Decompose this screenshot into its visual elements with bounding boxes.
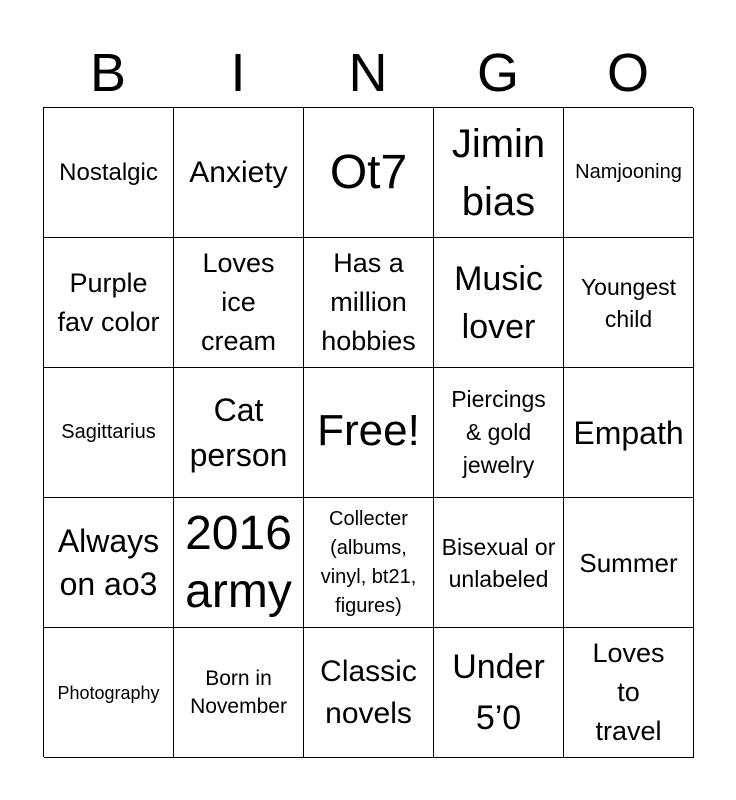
cell-text: Photography bbox=[57, 682, 160, 703]
bingo-cell[interactable] bbox=[434, 628, 564, 758]
bingo-cell[interactable] bbox=[434, 108, 564, 238]
cell-text: Namjooning bbox=[575, 161, 682, 183]
bingo-cell[interactable] bbox=[304, 238, 434, 368]
cell-text: Has a million hobbies bbox=[321, 248, 416, 356]
cell-text: Purple fav color bbox=[57, 267, 160, 337]
cell-text: Youngest child bbox=[580, 273, 677, 332]
cell-text: Bisexual or unlabeled bbox=[441, 533, 556, 592]
cell-text: Nostalgic bbox=[59, 159, 158, 186]
bingo-cell[interactable] bbox=[564, 108, 694, 238]
cell-text: Born in November bbox=[190, 666, 287, 718]
bingo-cell[interactable] bbox=[44, 238, 174, 368]
header-letter-n: N bbox=[348, 43, 388, 103]
bingo-cell[interactable] bbox=[44, 498, 174, 628]
bingo-cell[interactable] bbox=[564, 368, 694, 498]
header-letter-g: G bbox=[476, 43, 519, 103]
bingo-board bbox=[43, 107, 693, 757]
bingo-cell[interactable] bbox=[304, 628, 434, 758]
bingo-cell[interactable] bbox=[174, 498, 304, 628]
bingo-cell[interactable] bbox=[44, 368, 174, 498]
bingo-cell[interactable] bbox=[174, 108, 304, 238]
header-letter-b: B bbox=[89, 43, 127, 103]
cell-text: Summer bbox=[579, 547, 678, 578]
cell-text: Empath bbox=[573, 414, 684, 451]
cell-text: Under 5’0 bbox=[452, 647, 545, 737]
cell-text: Loves to travel bbox=[592, 638, 665, 746]
cell-text: Free! bbox=[317, 405, 420, 455]
bingo-cell[interactable] bbox=[564, 238, 694, 368]
cell-text: Collecter (albums, vinyl, bt21, figures) bbox=[320, 507, 417, 617]
bingo-cell[interactable] bbox=[564, 498, 694, 628]
bingo-cell[interactable] bbox=[174, 368, 304, 498]
bingo-cell[interactable] bbox=[434, 238, 564, 368]
bingo-cell[interactable] bbox=[434, 368, 564, 498]
bingo-cell[interactable] bbox=[174, 238, 304, 368]
bingo-cell[interactable] bbox=[44, 108, 174, 238]
bingo-cell[interactable] bbox=[44, 628, 174, 758]
bingo-cell[interactable] bbox=[304, 108, 434, 238]
cell-text: Piercings & gold jewelry bbox=[451, 386, 546, 478]
bingo-cell[interactable] bbox=[304, 498, 434, 628]
cell-text: Sagittarius bbox=[61, 421, 156, 443]
bingo-cell[interactable] bbox=[174, 628, 304, 758]
cell-text: Ot7 bbox=[329, 145, 408, 199]
header-letter-i: I bbox=[230, 43, 246, 103]
bingo-cell[interactable] bbox=[434, 498, 564, 628]
cell-text: Always on ao3 bbox=[57, 522, 160, 602]
cell-text: 2016 army bbox=[185, 506, 292, 618]
bingo-cell[interactable] bbox=[304, 368, 434, 498]
cell-text: Loves ice cream bbox=[200, 248, 276, 356]
bingo-header bbox=[43, 40, 693, 106]
header-letter-o: O bbox=[606, 43, 649, 103]
cell-text: Jimin bias bbox=[451, 121, 546, 224]
cell-text: Music lover bbox=[454, 259, 543, 346]
bingo-cell[interactable] bbox=[564, 628, 694, 758]
cell-text: Anxiety bbox=[189, 155, 288, 189]
cell-text: Classic novels bbox=[320, 654, 417, 730]
cell-text: Cat person bbox=[189, 391, 288, 473]
